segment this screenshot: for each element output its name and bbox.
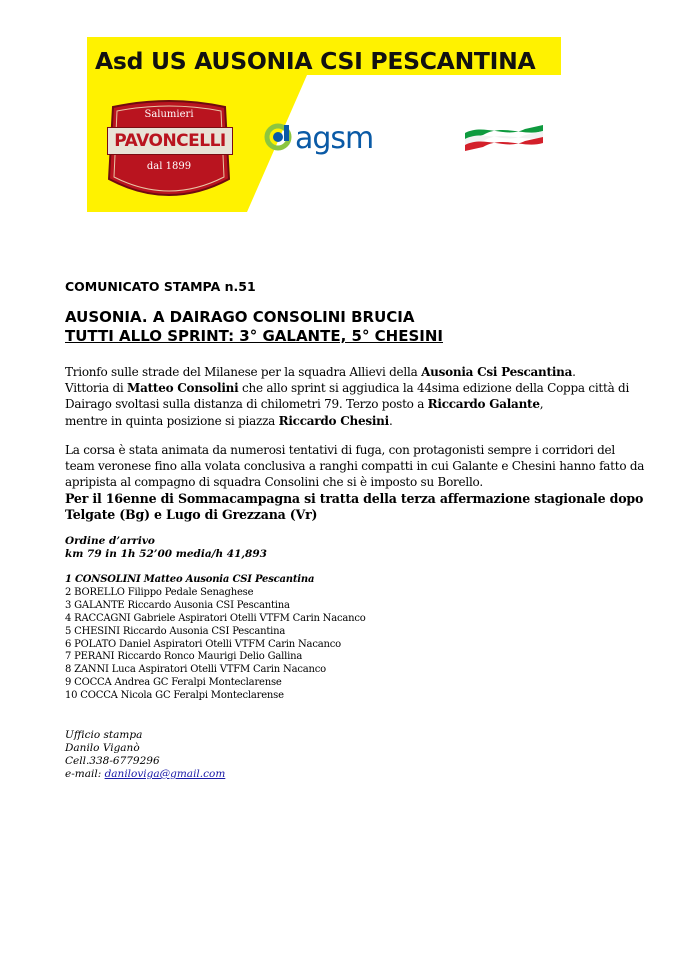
- banner-title: Asd US AUSONIA CSI PESCANTINA: [95, 47, 536, 75]
- p1-bold-chesini: Riccardo Chesini: [278, 413, 389, 428]
- contact-cell: Cell.338-6779296: [65, 755, 160, 767]
- results-list: [65, 574, 366, 703]
- list-item: 2 BORELLO Filippo Pedale Senaghese: [65, 586, 254, 598]
- p1-text-6: mentre in quinta posizione si piazza: [65, 413, 279, 428]
- list-item: 1 CONSOLINI Matteo Ausonia CSI Pescantina: [65, 574, 315, 585]
- agsm-drop-icon: [263, 117, 295, 157]
- list-item: 3 GALANTE Riccardo Ausonia CSI Pescantina: [65, 599, 290, 611]
- contact-name: Danilo Viganò: [65, 742, 140, 754]
- headline-line-2: TUTTI ALLO SPRINT: 3° GALANTE, 5° CHESINI: [65, 327, 443, 345]
- agsm-logo: [263, 117, 403, 161]
- pavoncelli-logo: [103, 99, 235, 207]
- agsm-name: agsm: [295, 121, 374, 156]
- order-title: Ordine d’arrivo: [65, 535, 155, 547]
- list-item: 6 POLATO Daniel Aspiratori Otelli VTFM Carin Nacanco: [65, 638, 341, 650]
- p1-text-7: .: [388, 413, 393, 428]
- pavoncelli-top-text: Salumieri: [144, 109, 194, 120]
- header-banner: [87, 37, 561, 212]
- p1-text-5: ,: [539, 397, 544, 412]
- press-office-contact: [65, 729, 225, 781]
- contact-office: Ufficio stampa: [65, 729, 143, 741]
- p1-bold-consolini: Matteo Consolini: [127, 381, 239, 396]
- paragraph-intro: [65, 364, 645, 429]
- headline: [65, 308, 443, 346]
- p1-bold-team: Ausonia Csi Pescantina: [421, 365, 573, 379]
- list-item: 7 PERANI Riccardo Ronco Maurigi Delio Gallina: [65, 651, 303, 663]
- pavoncelli-bottom-text: dal 1899: [146, 161, 192, 172]
- italian-flag-icon: [465, 123, 545, 153]
- list-item: 8 ZANNI Luca Aspiratori Otelli VTFM Carin Nacanco: [65, 664, 326, 676]
- order-of-arrival: [65, 535, 267, 561]
- p1-text-3: Vittoria di: [65, 381, 128, 396]
- p1-text-1: Trionfo sulle strade del Milanese per la squadra Allievi della: [65, 365, 422, 379]
- pavoncelli-name: PAVONCELLI: [107, 127, 233, 155]
- headline-line-1: AUSONIA. A DAIRAGO CONSOLINI BRUCIA: [65, 308, 415, 326]
- p1-text-2: .: [572, 365, 576, 379]
- list-item: 10 COCCA Nicola GC Feralpi Monteclarense: [65, 690, 284, 702]
- list-item: 5 CHESINI Riccardo Ausonia CSI Pescantina: [65, 625, 286, 637]
- contact-email-line: [65, 768, 225, 781]
- paragraph-race: [65, 442, 645, 523]
- p1-bold-galante: Riccardo Galante: [427, 397, 540, 412]
- email-link[interactable]: daniloviga@gmail.com: [104, 768, 226, 780]
- press-release-number: COMUNICATO STAMPA n.51: [65, 279, 256, 294]
- p2-strong-text: Per il 16enne di Sommacampagna si tratta della terza affermazione stagionale dopo Telgate (Bg) e Lugo di Grezzana (Vr): [65, 490, 644, 522]
- list-item: 9 COCCA Andrea GC Feralpi Monteclarense: [65, 677, 282, 689]
- p1-text-4: che allo sprint si aggiudica la 44sima edizione della Coppa città di Dairago svoltasi sulla distanza di chilometri 79. Terzo posto a: [65, 381, 630, 412]
- p2-text: La corsa è stata animata da numerosi tentativi di fuga, con protagonisti sempre i corridori del team veronese fino alla volata conclusiva a ranghi compatti in cui Galante e Chesini hanno fatto da apripista al compagno di squadra Consolini che si è imposto su Borello.: [65, 443, 645, 490]
- order-stats: km 79 in 1h 52’00 media/h 41,893: [65, 548, 267, 560]
- list-item: 4 RACCAGNI Gabriele Aspiratori Otelli VTFM Carin Nacanco: [65, 612, 366, 624]
- contact-email-label: e-mail:: [65, 768, 105, 780]
